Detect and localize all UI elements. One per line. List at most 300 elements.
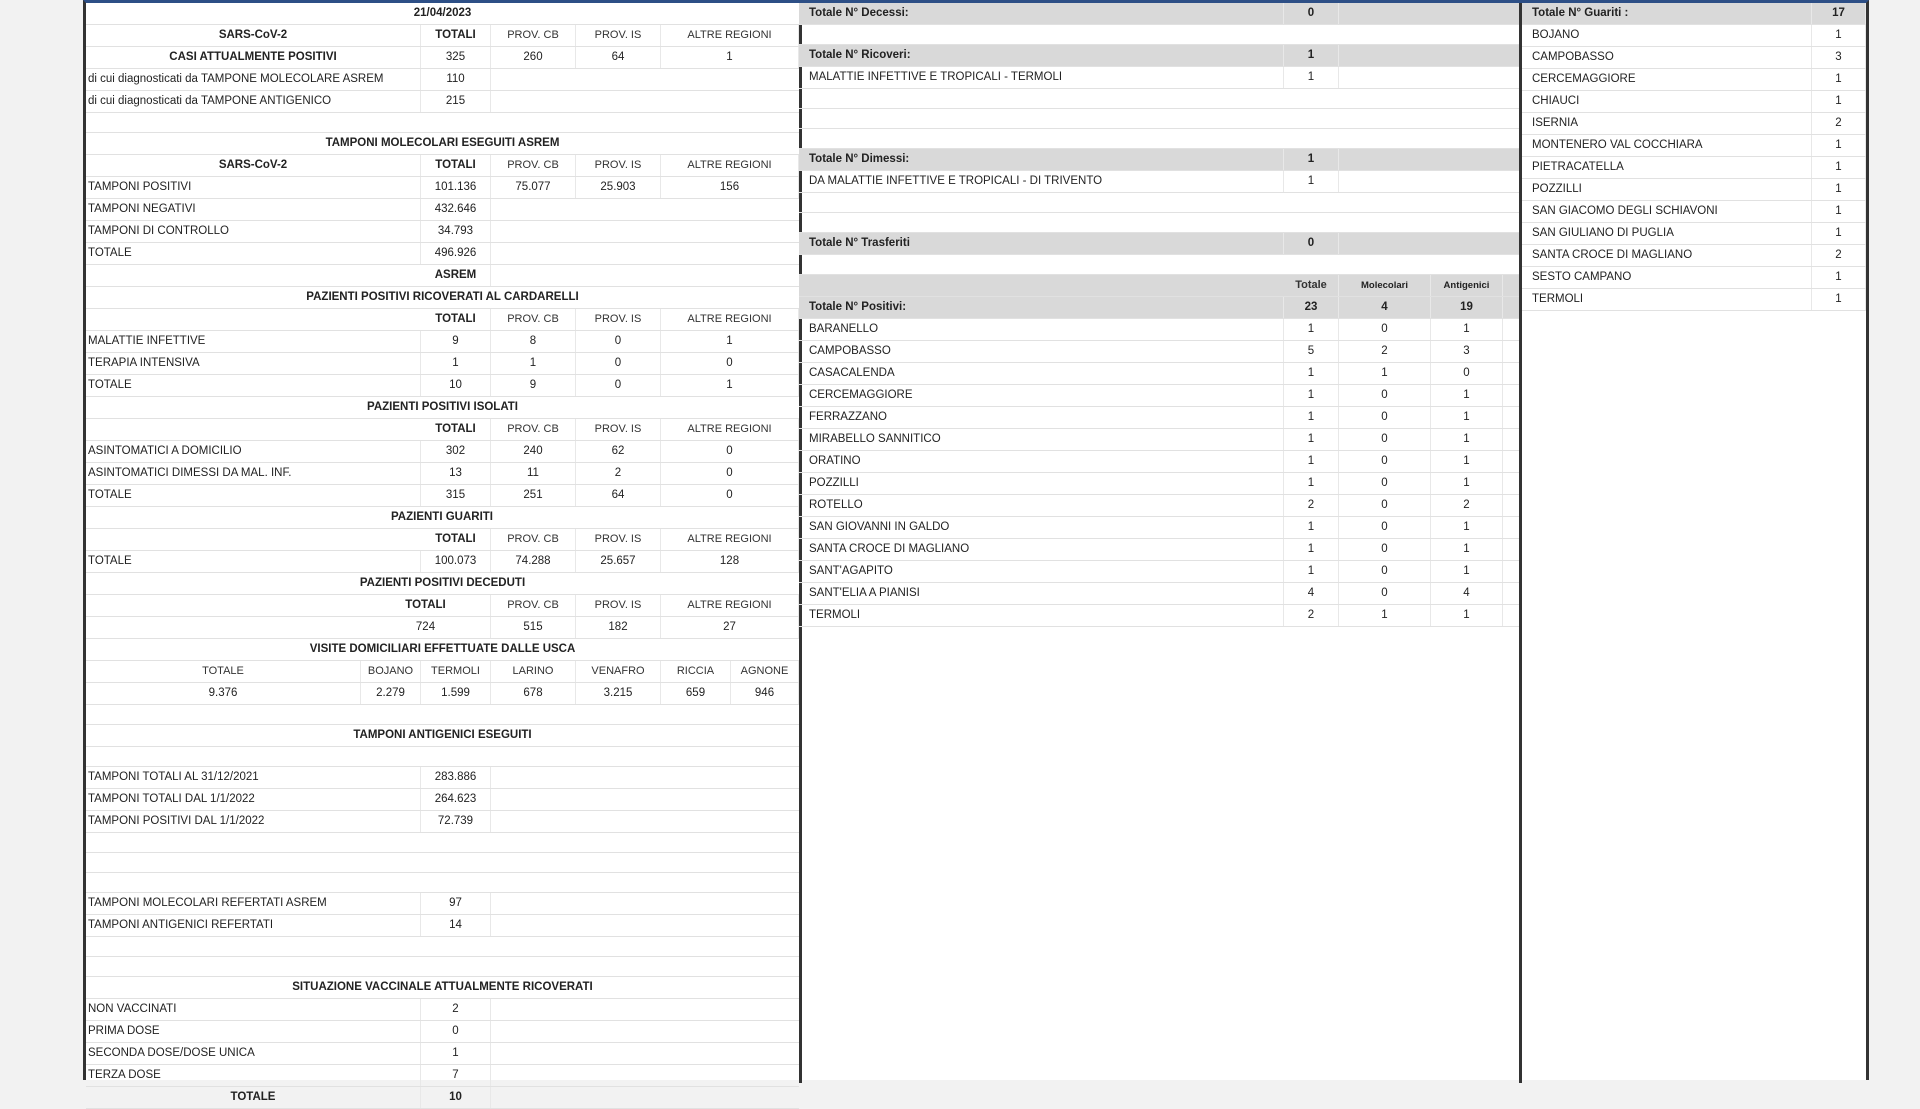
value-cell: 4 <box>1431 583 1503 604</box>
spacer-row <box>86 113 799 133</box>
header-cell: PROV. CB <box>491 595 576 616</box>
value-cell: 1 <box>1431 561 1503 582</box>
table-row <box>86 353 799 375</box>
value-cell: 1 <box>1812 91 1866 112</box>
spacer-row <box>86 705 799 725</box>
value-cell: 1 <box>661 331 799 352</box>
header-cell: ALTRE REGIONI <box>661 25 799 46</box>
value-cell: 946 <box>731 683 799 704</box>
list-item <box>1522 113 1866 135</box>
list-item <box>799 407 1519 429</box>
comune-name: CASACALENDA <box>799 363 1284 384</box>
value-cell: 1 <box>421 353 491 374</box>
value-cell: 156 <box>661 177 799 198</box>
guariti-list <box>1522 25 1866 311</box>
comune-name: SAN GIOVANNI IN GALDO <box>799 517 1284 538</box>
spacer-row <box>799 193 1519 213</box>
list-item <box>1522 267 1866 289</box>
value-cell: 19 <box>1431 297 1503 318</box>
row-label: Totale N° Guariti : <box>1522 3 1812 24</box>
spacer-row <box>799 255 1519 275</box>
value-cell: 1 <box>1339 363 1431 384</box>
value-cell: 62 <box>576 441 661 462</box>
row-label: TERAPIA INTENSIVA <box>86 353 421 374</box>
value-cell: 75.077 <box>491 177 576 198</box>
comune-name: SAN GIULIANO DI PUGLIA <box>1522 223 1812 244</box>
row-label: TAMPONI ANTIGENICI REFERTATI <box>86 915 421 936</box>
value-cell: 2 <box>1431 495 1503 516</box>
header-cell: TOTALI <box>421 529 491 550</box>
table-row <box>86 243 799 265</box>
value-cell: 2 <box>1339 341 1431 362</box>
section-title: PAZIENTI POSITIVI DECEDUTI <box>359 577 526 589</box>
value-cell: 0 <box>1339 451 1431 472</box>
value-cell: 325 <box>421 47 491 68</box>
value-cell: 0 <box>1339 429 1431 450</box>
list-item <box>799 385 1519 407</box>
value-cell: 34.793 <box>421 221 491 242</box>
value-cell: 182 <box>576 617 661 638</box>
header-cell: RICCIA <box>661 661 731 682</box>
comune-name: BOJANO <box>1522 25 1812 46</box>
comune-name: SESTO CAMPANO <box>1522 267 1812 288</box>
table-row <box>86 331 799 353</box>
header-cell: PROV. IS <box>576 155 661 176</box>
table-row <box>86 811 799 833</box>
value-cell: 9 <box>421 331 491 352</box>
value-cell: 1 <box>1284 517 1339 538</box>
row-label: TOTALE <box>86 1087 421 1108</box>
table-row <box>86 1087 799 1109</box>
value-cell: 0 <box>661 463 799 484</box>
comune-name: SANTA CROCE DI MAGLIANO <box>1522 245 1812 266</box>
comune-name: SANT'ELIA A PIANISI <box>799 583 1284 604</box>
section-title: SITUAZIONE VACCINALE ATTUALMENTE RICOVERATI <box>292 981 593 993</box>
header-cell: PROV. IS <box>576 25 661 46</box>
value-cell: 97 <box>421 893 491 914</box>
header-row <box>86 25 799 47</box>
value-cell: 10 <box>421 1087 491 1108</box>
header-cell: ALTRE REGIONI <box>661 155 799 176</box>
value-cell: 1 <box>1431 517 1503 538</box>
header-cell: PROV. IS <box>576 309 661 330</box>
list-item <box>1522 135 1866 157</box>
value-cell: 0 <box>1284 233 1339 254</box>
header-cell: PROV. IS <box>576 595 661 616</box>
section-title: VISITE DOMICILIARI EFFETTUATE DALLE USCA <box>309 643 576 655</box>
list-item <box>1522 201 1866 223</box>
row-label: di cui diagnosticati da TAMPONE ANTIGENICO <box>86 91 421 112</box>
row-label: TAMPONI DI CONTROLLO <box>86 221 421 242</box>
section-title: PAZIENTI GUARITI <box>86 507 799 528</box>
header-cell: PROV. IS <box>576 419 661 440</box>
value-cell: 1 <box>1431 429 1503 450</box>
comune-name: SANT'AGAPITO <box>799 561 1284 582</box>
value-cell: 5 <box>1284 341 1339 362</box>
list-item <box>1522 69 1866 91</box>
table-row <box>86 441 799 463</box>
value-cell: 1 <box>1431 451 1503 472</box>
value-cell: 13 <box>421 463 491 484</box>
header-row <box>86 661 799 683</box>
list-item <box>799 561 1519 583</box>
date-row <box>86 3 799 25</box>
table-row <box>86 199 799 221</box>
positivi-list <box>799 319 1519 627</box>
row-label: ASINTOMATICI A DOMICILIO <box>86 441 421 462</box>
header-cell: TERMOLI <box>421 661 491 682</box>
section-row <box>86 639 799 661</box>
value-cell: 315 <box>421 485 491 506</box>
row-label: PRIMA DOSE <box>86 1021 421 1042</box>
header-cell: ALTRE REGIONI <box>661 309 799 330</box>
value-cell: 3.215 <box>576 683 661 704</box>
value-cell: 1 <box>1812 157 1866 178</box>
value-cell: 17 <box>1812 3 1866 24</box>
table-row <box>86 221 799 243</box>
section-row <box>86 573 799 595</box>
comune-name: ORATINO <box>799 451 1284 472</box>
value-cell: 0 <box>1339 385 1431 406</box>
value-cell: 14 <box>421 915 491 936</box>
value-cell: 101.136 <box>421 177 491 198</box>
comune-name: CERCEMAGGIORE <box>1522 69 1812 90</box>
value-cell: 0 <box>576 331 661 352</box>
list-item <box>1522 157 1866 179</box>
table-row <box>799 3 1519 25</box>
value-cell: 0 <box>1339 319 1431 340</box>
value-cell: 515 <box>491 617 576 638</box>
value-cell: 264.623 <box>421 789 491 810</box>
comune-name: FERRAZZANO <box>799 407 1284 428</box>
header-cell: TOTALI <box>421 419 491 440</box>
spacer-row <box>86 957 799 977</box>
row-label: TOTALE <box>86 485 421 506</box>
list-item <box>1522 25 1866 47</box>
header-cell: PROV. CB <box>491 529 576 550</box>
spacer-row <box>86 853 799 873</box>
list-item <box>1522 91 1866 113</box>
right-panel <box>1522 3 1866 1083</box>
value-cell: 100.073 <box>421 551 491 572</box>
comune-name: CAMPOBASSO <box>1522 47 1812 68</box>
header-cell: SARS-CoV-2 <box>86 155 421 176</box>
value-cell: 0 <box>1339 561 1431 582</box>
value-cell: 10 <box>421 375 491 396</box>
value-cell: 1 <box>1339 605 1431 626</box>
table-row <box>799 297 1519 319</box>
list-item <box>799 605 1519 627</box>
comune-name: TERMOLI <box>799 605 1284 626</box>
value-cell: 1 <box>1431 407 1503 428</box>
value-cell: 1 <box>1812 135 1866 156</box>
value-cell: 1 <box>1284 539 1339 560</box>
value-cell: 0 <box>576 375 661 396</box>
header-row <box>86 419 799 441</box>
value-cell: 1 <box>421 1043 491 1064</box>
table-row <box>86 69 799 91</box>
comune-name: CHIAUCI <box>1522 91 1812 112</box>
value-cell: 1 <box>1284 429 1339 450</box>
value-cell: 659 <box>661 683 731 704</box>
value-cell: 2 <box>1812 113 1866 134</box>
row-label: ASINTOMATICI DIMESSI DA MAL. INF. <box>86 463 421 484</box>
value-cell: 432.646 <box>421 199 491 220</box>
value-cell: 1 <box>1812 267 1866 288</box>
section-row <box>86 507 799 529</box>
row-label: TOTALE <box>86 551 421 572</box>
value-cell: 64 <box>576 485 661 506</box>
value-cell: 110 <box>421 69 491 90</box>
comune-name: BARANELLO <box>799 319 1284 340</box>
header-cell: Antigenici <box>1431 275 1503 296</box>
value-cell: 1 <box>1284 319 1339 340</box>
value-cell: 0 <box>1431 363 1503 384</box>
table-row <box>86 375 799 397</box>
row-label: DA MALATTIE INFETTIVE E TROPICALI - DI TRIVENTO <box>799 171 1284 192</box>
table-row <box>799 233 1519 255</box>
spacer-row <box>799 213 1519 233</box>
comune-name: MONTENERO VAL COCCHIARA <box>1522 135 1812 156</box>
comune-name: MIRABELLO SANNITICO <box>799 429 1284 450</box>
value-cell: 302 <box>421 441 491 462</box>
table-row <box>799 149 1519 171</box>
section-title: PAZIENTI POSITIVI RICOVERATI AL CARDARELLI <box>306 291 579 303</box>
spacer-row <box>86 873 799 893</box>
section-title: TAMPONI ANTIGENICI ESEGUITI <box>353 729 532 741</box>
value-cell: 1 <box>1284 451 1339 472</box>
list-item <box>799 451 1519 473</box>
value-cell: 0 <box>1339 539 1431 560</box>
value-cell: 1 <box>661 375 799 396</box>
row-label: Totale N° Dimessi: <box>799 149 1284 170</box>
value-cell: 1 <box>1812 25 1866 46</box>
list-item <box>799 539 1519 561</box>
table-row <box>799 67 1519 89</box>
table-row <box>86 463 799 485</box>
spacer-row <box>799 89 1519 109</box>
asrem-row <box>86 265 799 287</box>
section-row <box>86 977 799 999</box>
row-label: Totale N° Positivi: <box>799 297 1284 318</box>
row-label: TAMPONI TOTALI AL 31/12/2021 <box>86 767 421 788</box>
value-cell: 260 <box>491 47 576 68</box>
value-cell: 4 <box>1339 297 1431 318</box>
value-cell: 1 <box>1812 289 1866 310</box>
header-cell: PROV. CB <box>491 155 576 176</box>
header-cell: BOJANO <box>361 661 421 682</box>
value-cell: 1 <box>1812 223 1866 244</box>
table-row <box>86 789 799 811</box>
comune-name: CAMPOBASSO <box>799 341 1284 362</box>
table-row <box>86 767 799 789</box>
value-cell: 1 <box>491 353 576 374</box>
value-cell: 27 <box>661 617 799 638</box>
value-cell: 2 <box>421 999 491 1020</box>
comune-name: ISERNIA <box>1522 113 1812 134</box>
value-cell: 0 <box>1284 3 1339 24</box>
spreadsheet <box>83 0 1869 1103</box>
list-item <box>799 473 1519 495</box>
list-item <box>799 363 1519 385</box>
value-cell: 1 <box>1284 45 1339 66</box>
value-cell: 283.886 <box>421 767 491 788</box>
list-item <box>1522 289 1866 311</box>
row-label: MALATTIE INFETTIVE <box>86 331 421 352</box>
value-cell: 2 <box>1284 495 1339 516</box>
list-item <box>799 341 1519 363</box>
comune-name: ROTELLO <box>799 495 1284 516</box>
header-cell: TOTALI <box>361 595 491 616</box>
section-row <box>86 287 799 309</box>
header-cell: LARINO <box>491 661 576 682</box>
header-cell: PROV. CB <box>491 309 576 330</box>
header-cell: AGNONE <box>731 661 799 682</box>
value-cell: 0 <box>1339 473 1431 494</box>
value-cell: 0 <box>1339 495 1431 516</box>
table-row <box>86 47 799 69</box>
value-cell: 678 <box>491 683 576 704</box>
value-cell: 0 <box>576 353 661 374</box>
value-cell: 1 <box>1284 171 1339 192</box>
comune-name: CERCEMAGGIORE <box>799 385 1284 406</box>
table-row <box>1522 3 1866 25</box>
list-item <box>799 517 1519 539</box>
header-cell: PROV. IS <box>576 529 661 550</box>
table-row <box>799 171 1519 193</box>
table-row <box>86 1021 799 1043</box>
value-cell: 1 <box>1284 561 1339 582</box>
value-cell: 724 <box>361 617 491 638</box>
value-cell: 1 <box>1284 473 1339 494</box>
value-cell: 25.657 <box>576 551 661 572</box>
value-cell: 3 <box>1431 341 1503 362</box>
value-cell: 0 <box>421 1021 491 1042</box>
section-title: TAMPONI MOLECOLARI ESEGUITI ASREM <box>325 137 560 149</box>
header-row <box>86 595 799 617</box>
spacer-row <box>799 109 1519 129</box>
header-cell: PROV. CB <box>491 419 576 440</box>
table-row <box>86 1065 799 1087</box>
header-row <box>86 309 799 331</box>
table-row <box>86 999 799 1021</box>
table-row <box>86 551 799 573</box>
table-row <box>86 915 799 937</box>
value-cell: 1 <box>1431 605 1503 626</box>
row-label: MALATTIE INFETTIVE E TROPICALI - TERMOLI <box>799 67 1284 88</box>
value-cell: 1 <box>1431 473 1503 494</box>
value-cell: 0 <box>661 485 799 506</box>
value-cell: 1 <box>1431 385 1503 406</box>
spacer-row <box>86 833 799 853</box>
value-cell: 9.376 <box>86 683 361 704</box>
value-cell: 215 <box>421 91 491 112</box>
value-cell: 4 <box>1284 583 1339 604</box>
value-cell: 0 <box>661 441 799 462</box>
value-cell: 1 <box>1284 67 1339 88</box>
list-item <box>1522 179 1866 201</box>
spacer-row <box>86 747 799 767</box>
value-cell: 0 <box>661 353 799 374</box>
list-item <box>799 429 1519 451</box>
header-cell: ALTRE REGIONI <box>661 529 799 550</box>
table-row <box>86 617 799 639</box>
header-cell: TOTALI <box>421 155 491 176</box>
header-cell: ALTRE REGIONI <box>661 419 799 440</box>
list-item <box>1522 223 1866 245</box>
value-cell: 11 <box>491 463 576 484</box>
row-label: NON VACCINATI <box>86 999 421 1020</box>
value-cell: 240 <box>491 441 576 462</box>
row-label: Totale N° Trasferiti <box>799 233 1284 254</box>
value-cell: 1 <box>661 47 799 68</box>
left-panel <box>86 3 802 1103</box>
row-label: TAMPONI NEGATIVI <box>86 199 421 220</box>
comune-name: SANTA CROCE DI MAGLIANO <box>799 539 1284 560</box>
value-cell: 0 <box>1339 517 1431 538</box>
table-row <box>799 45 1519 67</box>
header-row <box>86 155 799 177</box>
value-cell: 1 <box>1284 363 1339 384</box>
header-cell: TOTALI <box>421 309 491 330</box>
value-cell: 1 <box>1431 539 1503 560</box>
list-item <box>1522 245 1866 267</box>
value-cell: 72.739 <box>421 811 491 832</box>
middle-panel <box>799 3 1522 1083</box>
value-cell: 2.279 <box>361 683 421 704</box>
row-label: TOTALE <box>86 243 421 264</box>
table-row <box>86 1043 799 1065</box>
row-label: TAMPONI POSITIVI DAL 1/1/2022 <box>86 811 421 832</box>
list-item <box>799 319 1519 341</box>
value-cell: 2 <box>1812 245 1866 266</box>
row-label: SECONDA DOSE/DOSE UNICA <box>86 1043 421 1064</box>
row-label: TERZA DOSE <box>86 1065 421 1086</box>
row-label: TAMPONI POSITIVI <box>86 177 421 198</box>
row-label: di cui diagnosticati da TAMPONE MOLECOLARE ASREM <box>86 69 421 90</box>
header-cell: SARS-CoV-2 <box>86 25 421 46</box>
value-cell: 74.288 <box>491 551 576 572</box>
value-cell: 496.926 <box>421 243 491 264</box>
row-label: Totale N° Decessi: <box>799 3 1284 24</box>
table-row <box>86 485 799 507</box>
list-item <box>799 583 1519 605</box>
value-cell: 0 <box>1339 583 1431 604</box>
row-label: TAMPONI TOTALI DAL 1/1/2022 <box>86 789 421 810</box>
header-cell: Molecolari <box>1339 275 1431 296</box>
value-cell: 1 <box>1812 201 1866 222</box>
header-row <box>799 275 1519 297</box>
comune-name: TERMOLI <box>1522 289 1812 310</box>
section-row <box>86 133 799 155</box>
comune-name: SAN GIACOMO DEGLI SCHIAVONI <box>1522 201 1812 222</box>
value-cell: 23 <box>1284 297 1339 318</box>
comune-name: POZZILLI <box>1522 179 1812 200</box>
report-date: 21/04/2023 <box>413 7 472 19</box>
list-item <box>1522 47 1866 69</box>
value-cell: 1 <box>1812 69 1866 90</box>
header-row <box>86 529 799 551</box>
row-label: CASI ATTUALMENTE POSITIVI <box>86 47 421 68</box>
row-label: TOTALE <box>86 375 421 396</box>
value-cell: 64 <box>576 47 661 68</box>
value-cell: 1 <box>1284 149 1339 170</box>
value-cell: 8 <box>491 331 576 352</box>
value-cell: 2 <box>576 463 661 484</box>
value-cell: 25.903 <box>576 177 661 198</box>
comune-name: POZZILLI <box>799 473 1284 494</box>
table-row <box>86 177 799 199</box>
